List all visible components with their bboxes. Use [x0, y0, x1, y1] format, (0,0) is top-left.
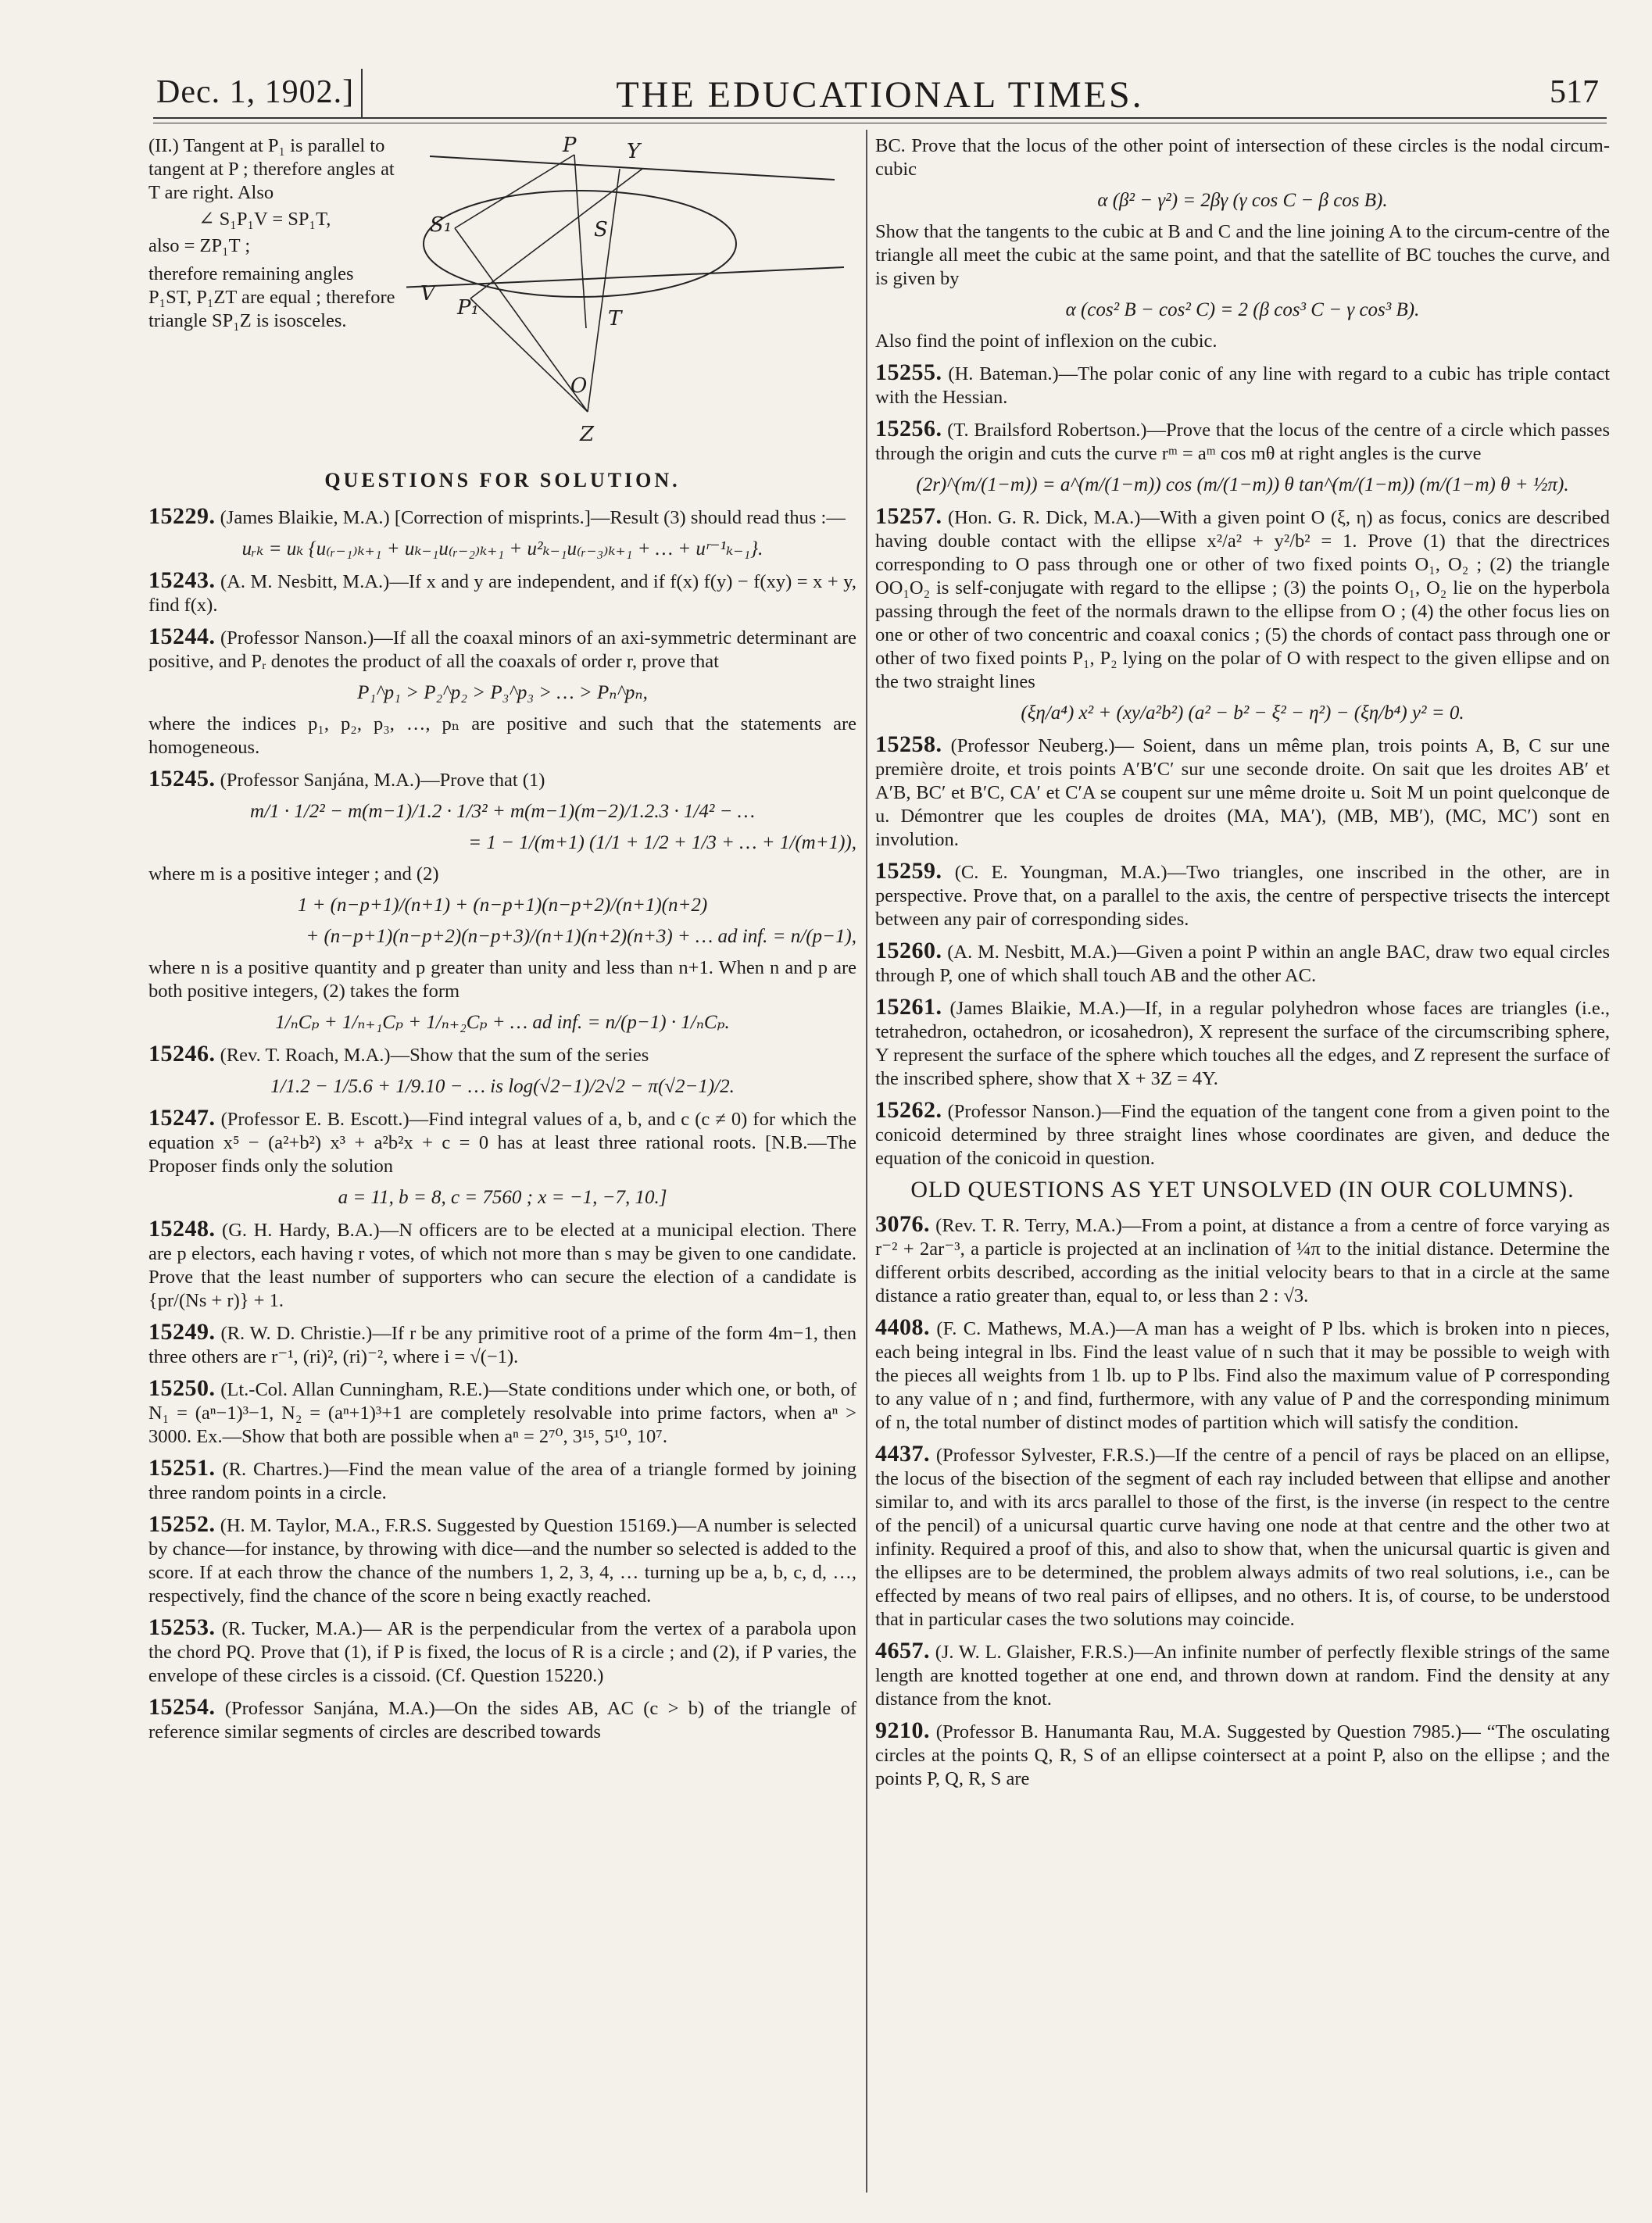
question-number: 15229.: [148, 503, 216, 529]
question-text: —N officers are to be elected at a municipal election. There are p electors, each having r votes, of which not more than s may be given to one candidate. Prove that the least number of supporters who can secure the election of a candidate is {pr/(Ns + r)} + 1.: [148, 1220, 857, 1311]
question-author: (F. C. Mathews, M.A.): [936, 1318, 1116, 1339]
question-text: — AR is the perpendicular from the vertex of a parabola upon the chord PQ. Prove that (1), if P is fixed, the locus of R is a circle ; and (2), if P varies, the envelope of these circles is a cissoid. (Cf. Question 15220.): [148, 1618, 856, 1686]
question-author: (James Blaikie, M.A.): [220, 507, 390, 528]
question-number: 15246.: [148, 1041, 216, 1067]
question-number: 15254.: [148, 1694, 216, 1720]
question-number: 15260.: [875, 938, 942, 963]
diagram-line: [574, 155, 586, 328]
question-text: where n is a positive quantity and p greater than unity and less than n+1. When n and p are both positive integers, (2) takes the form: [148, 957, 856, 1002]
question-15260: [875, 939, 1610, 988]
question-15258: [875, 733, 1610, 852]
question-author: (James Blaikie, M.A.): [949, 998, 1126, 1019]
question-number: 15255.: [875, 359, 942, 385]
question-text: —With a given point O (ξ, η) as focus, conics are described having double contact with the ellipse x²/a² + y²/b² = 1. Prove (1) that the directrices corresponding to O pass through one or other of two fixed points O₁, O₂ ; (2) the triangle OO₁O₂ is self-conjugate with regard to the ellipse ; (3) the points O₁, O₂ lie on the hyperbola passing through the feet of the normals drawn to the ellipse from O ; (4) the other focus lies on one or other of two concentric and coaxal conics ; (5) the chords of contact pass through one or other of two fixed points P₁, P₂ lying on the polar of O with respect to the given ellipse and on the two straight lines: [875, 507, 1610, 692]
question-text: —A number is selected by chance—for instance, by throwing with dice—and the number so selected is added to the score. If at each throw the chance of the numbers 1, 2, 3, 4, … turning up be a, b, c, d, …, respectively, find the chance of the score n being exactly reached.: [148, 1515, 857, 1606]
question-15255: [875, 361, 1610, 409]
question-author: (R. Tucker, M.A.): [221, 1618, 363, 1639]
question-author: (H. M. Taylor, M.A., F.R.S. Suggested by Question 15169.): [220, 1515, 678, 1536]
label-O: O: [570, 374, 588, 398]
formula: α (cos² B − cos² C) = 2 (β cos³ C − γ cos³ B).: [1065, 299, 1420, 320]
question-number: 4437.: [875, 1441, 930, 1467]
question-text: where the indices p₁, p₂, p₃, …, pₙ are positive and such that the statements are homogeneous.: [148, 713, 856, 758]
tangent-proof-block: [148, 134, 856, 463]
question-text: —If x and y are independent, and if f(x) f(y) − f(xy) = x + y, find f(x).: [148, 571, 857, 616]
question-15254: [148, 1696, 856, 1744]
label-Y: Y: [627, 140, 641, 163]
question-15249: [148, 1321, 856, 1369]
question-text: BC. Prove that the locus of the other point of intersection of these circles is the nodal circum-cubic: [875, 135, 1610, 180]
question-15229: [148, 505, 856, 530]
formula: m/1 · 1/2² − m(m−1)/1.2 · 1/3² + m(m−1)(m−2)/1.2.3 · 1/4² − …: [250, 801, 755, 822]
label-V: V: [420, 282, 435, 306]
question-author: (A. M. Nesbitt, M.A.): [220, 571, 390, 592]
tangent-proof-line: therefore remaining angles P₁ST, P₁ZT are equal ; therefore triangle SP₁Z is isosceles.: [148, 263, 395, 331]
question-author: (A. M. Nesbitt, M.A.): [947, 942, 1117, 963]
question-15248: [148, 1217, 856, 1313]
question-15251: [148, 1456, 856, 1505]
question-15259: [875, 860, 1610, 931]
question-author: (Rev. T. R. Terry, M.A.): [935, 1215, 1122, 1236]
question-15246: [148, 1042, 856, 1067]
question-15245: [148, 767, 856, 792]
question-15256: [875, 417, 1610, 466]
question-number: 15262.: [875, 1097, 942, 1123]
formula: 1/1.2 − 1/5.6 + 1/9.10 − … is log(√2−1)/2√2 − π(√2−1)/2.: [270, 1076, 735, 1097]
diagram-line: [588, 169, 620, 412]
label-T: T: [608, 307, 622, 331]
question-author: (Rev. T. Roach, M.A.): [220, 1045, 391, 1066]
question-author: (Professor Nanson.): [947, 1101, 1102, 1122]
question-number: 15258.: [875, 731, 942, 757]
question-text: —The polar conic of any line with regard to a cubic has triple contact with the Hessian.: [875, 363, 1611, 408]
page-number: 517: [1550, 74, 1599, 110]
question-text: —An infinite number of perfectly flexible strings of the same length are knotted together at one end, and thrown down at random. Find the density at any distance from the knot.: [875, 1642, 1611, 1710]
left-column: [148, 134, 856, 1752]
diagram-tangent-bottom: [406, 267, 844, 288]
question-text: —Given a point P within an angle BAC, draw two equal circles through P, one of which shall touch AB and the other AC.: [875, 942, 1610, 986]
question-author: (C. E. Youngman, M.A.): [954, 862, 1167, 883]
question-15252: [148, 1513, 856, 1608]
question-text: —If all the coaxal minors of an axi-symmetric determinant are positive, and Pᵣ denotes the product of all the coaxals of order r, prove that: [148, 627, 856, 672]
question-15247: [148, 1106, 856, 1178]
question-author: (Professor Neuberg.): [950, 735, 1115, 756]
question-author: (R. W. D. Christie.): [220, 1323, 373, 1344]
question-text: —On the sides AB, AC (c > b) of the triangle of reference similar segments of circles are described towards: [148, 1698, 856, 1742]
question-15250: [148, 1377, 856, 1449]
tangent-proof-line: also = ZP₁T ;: [148, 235, 251, 256]
diagram-line: [470, 169, 642, 298]
question-number: 15250.: [148, 1375, 216, 1401]
question-text: — “The osculating circles at the points Q, R, S of an ellipse cointersect at a point P, also on the ellipse ; and the points P, Q, R, S are: [875, 1721, 1611, 1789]
question-number: 15256.: [875, 416, 942, 441]
question-text: —If the centre of a pencil of rays be placed on an ellipse, the locus of the bisection of the segment of each ray included between that ellipse and another similar to, and with its arcs parallel to those of the first, is the inverse (in respect to the centre of the pencil) of a unicursal quartic curve having one node at that centre and the other two at infinity. Required a proof of this, and also to show that, when the unicursal quartic is given and the ellipses are to be determined, the problem always admits of two real solutions, i.e., can be effected by means of two real pairs of ellipses, and no others. It is, of course, to be understood that in particular cases the two solutions may coincide.: [875, 1445, 1611, 1630]
question-text: —Prove that (1): [420, 770, 545, 791]
question-15253: [148, 1616, 856, 1688]
question-text: Show that the tangents to the cubic at B and C and the line joining A to the circum-centre of the triangle all meet the cubic at the same point, and that the satellite of BC touches the curve, and is given by: [875, 221, 1610, 289]
question-15243: [148, 569, 856, 617]
question-author: (Lt.-Col. Allan Cunningham, R.E.): [220, 1379, 489, 1400]
question-number: 4408.: [875, 1314, 930, 1340]
question-number: 15249.: [148, 1319, 216, 1345]
question-4437: [875, 1442, 1610, 1632]
formula: + (n−p+1)(n−p+2)(n−p+3)/(n+1)(n+2)(n+3) + … ad inf. = n/(p−1),: [306, 926, 856, 947]
label-Z: Z: [580, 423, 595, 446]
question-text: —Find the equation of the tangent cone from a given point to the conicoid determined by three straight lines whose coordinates are given, and deduce the equation of the conicoid in question.: [875, 1101, 1610, 1169]
formula: = 1 − 1/(m+1) (1/1 + 1/2 + 1/3 + … + 1/(m+1)),: [468, 832, 856, 853]
question-text: —Two triangles, one inscribed in the other, are in perspective. Prove that, on a parallel to the axis, the centre of perspective trisects the intercept between any pair of corresponding sides.: [875, 862, 1610, 930]
question-text: —Find integral values of a, b, and c (c ≠ 0) for which the equation x⁵ − (a²+b²) x³ + a²b²x + c = 0 has at least three rational roots. [N.B.—The Proposer finds only the solution: [148, 1109, 856, 1177]
question-text: —A man has a weight of P lbs. which is broken into n pieces, each being integral in lbs. Find the least value of n such that it may be possible to weigh with the pieces all weights from 1 lb. up to P lbs. Find also the maximum value of P corresponding to any value of n ; and find, furthermore, with any value of P and the corresponding minimum of n, the total number of distinct modes of partition which will satisfy the condition.: [875, 1318, 1611, 1433]
formula: (2r)^(m/(1−m)) = a^(m/(1−m)) cos (m/(1−m)) θ tan^(m/(1−m)) (m/(1−m) θ + ½π).: [916, 474, 1569, 495]
question-4408: [875, 1316, 1610, 1435]
question-author: (Professor Nanson.): [220, 627, 374, 649]
question-3076: [875, 1213, 1610, 1308]
question-number: 3076.: [875, 1211, 930, 1237]
question-15262: [875, 1099, 1610, 1170]
question-number: 15245.: [148, 766, 216, 792]
question-number: 15248.: [148, 1216, 216, 1242]
column-separator: [866, 130, 867, 2193]
question-number: 9210.: [875, 1717, 930, 1743]
question-author: (J. W. L. Glaisher, F.R.S.): [935, 1642, 1135, 1663]
question-author: (Hon. G. R. Dick, M.A.): [948, 507, 1141, 528]
tangent-proof-line: ∠ S₁P₁V = SP₁T,: [198, 209, 331, 230]
right-column: [875, 134, 1610, 1799]
question-number: 15253.: [148, 1614, 216, 1640]
tangent-proof-line: (II.) Tangent at P₁ is parallel to tangent at P ; therefore angles at T are right. Also: [148, 135, 395, 203]
formula: P₁^p₁ > P₂^p₂ > P₃^p₃ > … > Pₙ^pₙ,: [357, 682, 648, 703]
question-text: —Find the mean value of the area of a triangle formed by joining three random points in a circle.: [148, 1459, 856, 1503]
question-text: [Correction of misprints.]—Result (3) should read thus :—: [394, 507, 846, 528]
section-heading: QUESTIONS FOR SOLUTION.: [324, 469, 681, 491]
ellipse-diagram: [406, 134, 844, 447]
formula: α (β² − γ²) = 2βγ (γ cos C − β cos B).: [1097, 190, 1388, 211]
question-text: —If, in a regular polyhedron whose faces are triangles (i.e., tetrahedron, octahedron, or icosahedron), X represent the surface of the circumscribing sphere, Y represent the surface of the sphere which touches all the edges, and Z represent the surface of the inscribed sphere, show that X + 3Z = 4Y.: [875, 998, 1611, 1089]
question-author: (T. Brailsford Robertson.): [947, 420, 1147, 441]
question-number: 15252.: [148, 1511, 216, 1537]
old-questions-heading: OLD QUESTIONS AS YET UNSOLVED (IN OUR COLUMNS).: [910, 1177, 1575, 1203]
label-P1: P₁: [457, 296, 479, 320]
question-author: (R. Chartres.): [222, 1459, 330, 1480]
page-header: [153, 69, 1607, 116]
question-text: — Soient, dans un même plan, trois points A, B, C sur une première droite, et trois points A′B′C′ sur une seconde droite. On sait que les droites AB′ et A′B, BC′ et B′C, CA′ et C′A se coupent sur une même droite u. Soit M un point quelconque de u. Démontrer que les couples de droites (MA, MA′), (MB, MB′), (MC, MC′) sont en involution.: [875, 735, 1610, 850]
formula: uᵣₖ = uₖ {u₍ᵣ₋₁₎ₖ₊₁ + uₖ₋₁u₍ᵣ₋₂₎ₖ₊₁ + u²ₖ₋₁u₍ᵣ₋₃₎ₖ₊₁ + … + uʳ⁻¹ₖ₋₁}.: [241, 538, 763, 559]
formula: 1 + (n−p+1)/(n+1) + (n−p+1)(n−p+2)/(n+1)(n+2): [297, 895, 708, 916]
diagram-line: [455, 228, 588, 412]
header-divider: [361, 69, 363, 117]
question-text: where m is a positive integer ; and (2): [148, 863, 439, 885]
question-number: 15257.: [875, 503, 942, 529]
question-text: —Prove that the locus of the centre of a circle which passes through the origin and cuts the curve rᵐ = aᵐ cos mθ at right angles is the curve: [875, 420, 1610, 464]
question-9210: [875, 1719, 1610, 1791]
question-author: (G. H. Hardy, B.A.): [222, 1220, 380, 1241]
question-text: —From a point, at distance a from a centre of force varying as r⁻² + 2ar⁻³, a particle is projected at an inclination of ¼π to the initial distance. Determine the different orbits described, according as the initial velocity bears to that in a circle at the same distance a ratio greater than, equal to, or less than 2 : √3.: [875, 1215, 1610, 1306]
formula: 1/ₙCₚ + 1/ₙ₊₁Cₚ + 1/ₙ₊₂Cₚ + … ad inf. = n/(p−1) · 1/ₙCₚ.: [275, 1012, 730, 1033]
question-text: Also find the point of inflexion on the cubic.: [875, 331, 1218, 352]
question-author: (Professor E. B. Escott.): [220, 1109, 409, 1130]
label-P: P: [563, 134, 577, 157]
question-number: 15261.: [875, 994, 942, 1020]
question-15261: [875, 995, 1610, 1091]
question-15244: [148, 625, 856, 674]
question-number: 15244.: [148, 624, 216, 649]
label-S: S: [594, 218, 608, 241]
question-author: (H. Bateman.): [948, 363, 1059, 384]
question-number: 15251.: [148, 1455, 216, 1481]
question-author: (Professor B. Hanumanta Rau, M.A. Suggested by Question 7985.): [935, 1721, 1462, 1742]
question-4657: [875, 1639, 1610, 1711]
journal-title: THE EDUCATIONAL TIMES.: [616, 74, 1144, 116]
question-number: 15243.: [148, 567, 216, 593]
question-number: 4657.: [875, 1638, 930, 1664]
question-number: 15247.: [148, 1105, 216, 1131]
question-author: (Professor Sanjána, M.A.): [224, 1698, 435, 1719]
question-text: —Show that the sum of the series: [390, 1045, 649, 1066]
label-S1: S₁: [430, 213, 452, 237]
question-author: (Professor Sylvester, F.R.S.): [935, 1445, 1156, 1466]
header-rule: [153, 117, 1607, 119]
issue-date: Dec. 1, 1902.]: [156, 74, 355, 110]
question-text: —If r be any primitive root of a prime of the form 4m−1, then three others are r⁻¹, (ri)², (ri)⁻², where i = √(−1).: [148, 1323, 856, 1367]
formula: (ξη/a⁴) x² + (xy/a²b²) (a² − b² − ξ² − η²) − (ξη/b⁴) y² = 0.: [1021, 702, 1464, 724]
tangent-proof-text: [148, 134, 399, 333]
formula: a = 11, b = 8, c = 7560 ; x = −1, −7, 10.]: [338, 1187, 667, 1208]
question-author: (Professor Sanjána, M.A.): [220, 770, 421, 791]
question-15257: [875, 505, 1610, 694]
question-number: 15259.: [875, 858, 942, 884]
question-text: —State conditions under which one, or both, of N₁ = (aⁿ−1)³−1, N₂ = (aⁿ+1)³+1 are completely resolvable into prime factors, when aⁿ > 3000. Ex.—Show that both are possible when aⁿ = 2⁷⁰, 3¹⁵, 5¹⁰, 10⁷.: [148, 1379, 856, 1447]
